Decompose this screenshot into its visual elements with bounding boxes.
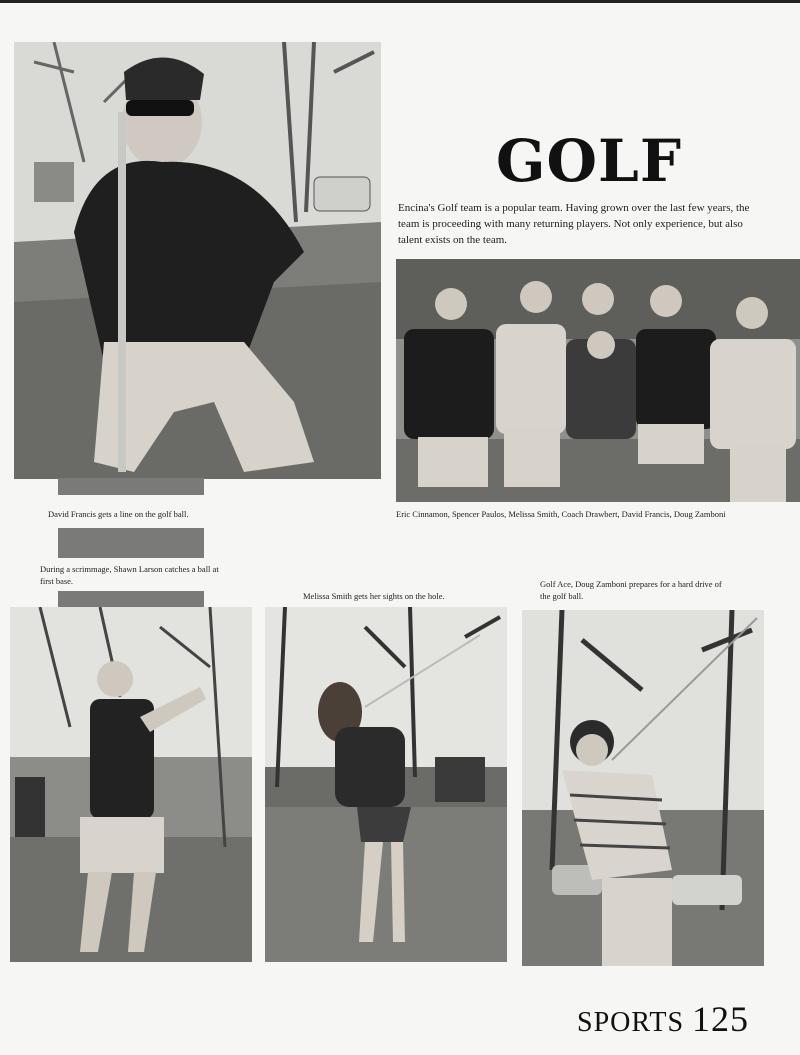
caption-doug-zamboni: Golf Ace, Doug Zamboni prepares for a hard drive of the golf ball.	[540, 579, 722, 601]
caption-melissa-smith: Melissa Smith gets her sights on the hole.	[303, 591, 445, 601]
page-top-rule	[0, 0, 800, 3]
page-title: GOLF	[496, 127, 683, 195]
photo-melissa-smith	[265, 607, 507, 962]
page-footer	[577, 998, 749, 1040]
caption-shawn-larson: During a scrimmage, Shawn Larson catches a ball at first base.	[40, 564, 219, 586]
page-number: 125	[692, 999, 750, 1039]
section-label: SPORTS	[577, 1007, 685, 1038]
caption-bar	[58, 478, 204, 495]
photo-david-francis	[14, 42, 381, 479]
caption-david-francis: David Francis gets a line on the golf ball.	[48, 509, 189, 519]
photo-golfer-swing	[10, 607, 252, 962]
photo-doug-zamboni	[522, 610, 764, 966]
caption-bar	[58, 591, 204, 607]
caption-team: Eric Cinnamon, Spencer Paulos, Melissa Smith, Coach Drawbert, David Francis, Doug Zamboni	[396, 509, 726, 519]
intro-paragraph: Encina's Golf team is a popular team. Having grown over the last few years, the team is proceeding with many returning players. Not only experience, but also talent exists on the team.	[398, 202, 750, 246]
photo-team	[396, 259, 800, 502]
caption-bar	[58, 528, 204, 558]
